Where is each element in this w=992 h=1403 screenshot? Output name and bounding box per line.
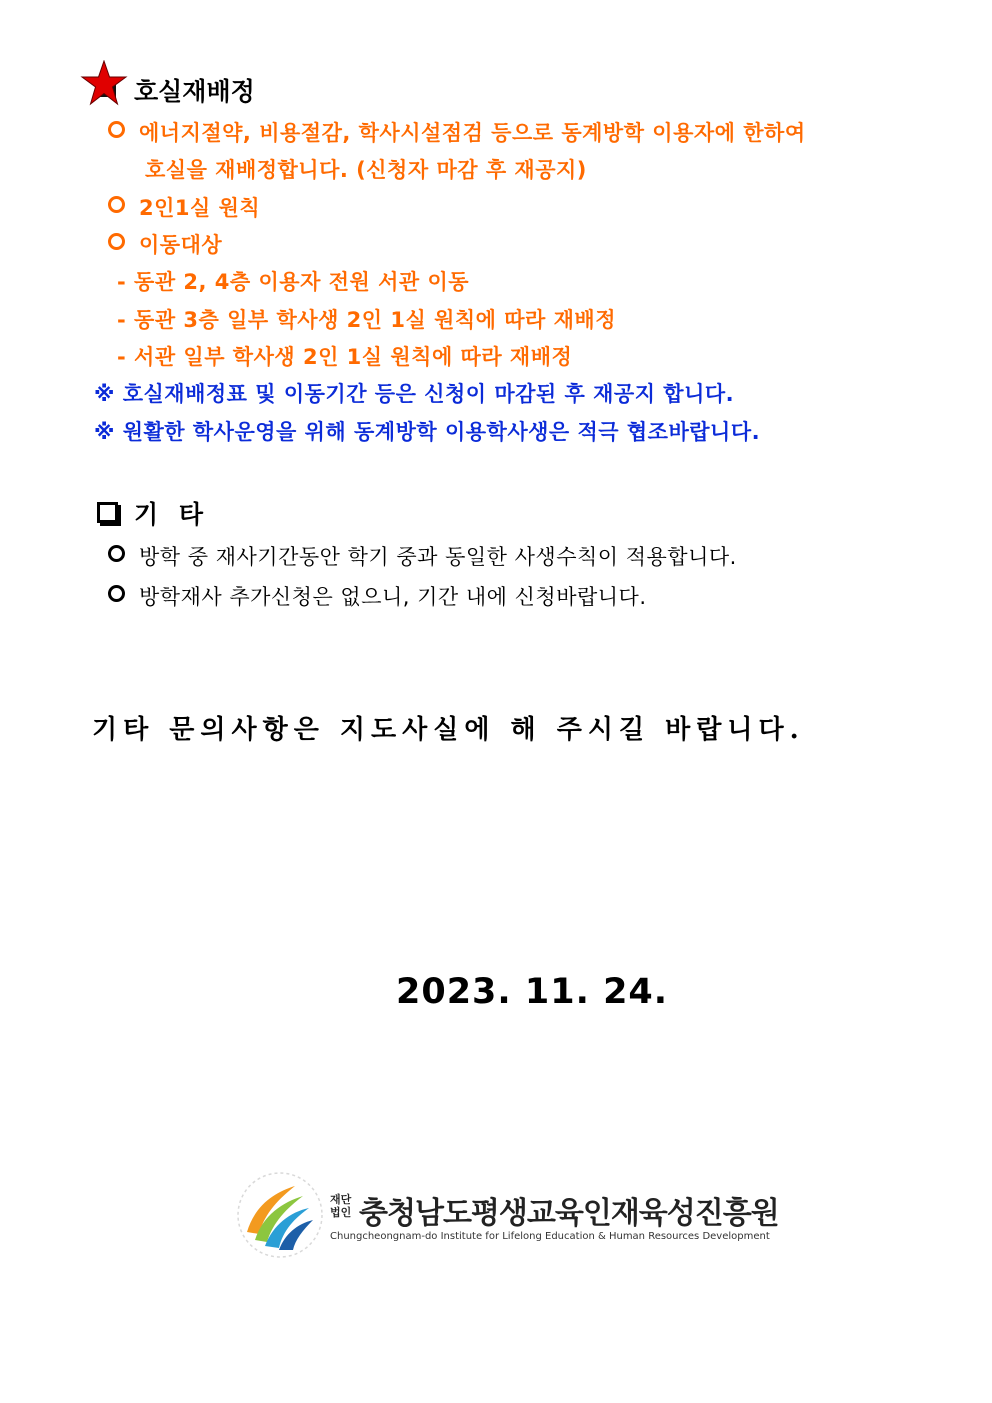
square-bullet-icon (97, 502, 118, 523)
circle-bullet-icon (108, 585, 125, 602)
dash-item: - 동관 2, 4층 이용자 전원 서관 이동 (117, 270, 470, 294)
section2-header (97, 495, 209, 531)
org-name: 충청남도평생교육인재육성진흥원 (359, 1196, 779, 1231)
list-item: 방학재사 추가신청은 없으니, 기간 내에 신청바랍니다. (108, 581, 647, 611)
list-item: 2인1실 원칙 (108, 192, 260, 222)
org-prefix: 재단 법인 (330, 1193, 352, 1219)
section1-title: 호실재배정 (134, 77, 255, 106)
list-item: 이동대상 (108, 229, 222, 259)
dash-item: - 동관 3층 일부 학사생 2인 1실 원칙에 따라 재배정 (117, 308, 616, 332)
circle-bullet-icon (108, 545, 125, 562)
circle-bullet-icon (108, 121, 125, 138)
list-item: 에너지절약, 비용절감, 학사시설점검 등으로 동계방학 이용자에 한하여 (108, 117, 806, 147)
org-english-name: Chungcheongnam-do Institute for Lifelong Education & Human Resources Development (330, 1231, 770, 1242)
circle-bullet-icon (108, 196, 125, 213)
dash-item: - 서관 일부 학사생 2인 1실 원칙에 따라 재배정 (117, 345, 573, 369)
organization-logo (235, 1170, 779, 1260)
notice-line: ※ 호실재배정표 및 이동기간 등은 신청이 마감된 후 재공지 합니다. (94, 382, 735, 406)
swirl-logo-icon (235, 1170, 325, 1260)
closing-note: 기타 문의사항은 지도사실에 해 주시길 바랍니다. (92, 715, 805, 745)
section2-title: 기 타 (134, 500, 210, 529)
document-date: 2023. 11. 24. (396, 972, 669, 1012)
list-item: 방학 중 재사기간동안 학기 중과 동일한 사생수칙이 적용합니다. (108, 541, 737, 571)
notice-line: ※ 원활한 학사운영을 위해 동계방학 이용학사생은 적극 협조바랍니다. (94, 420, 761, 444)
red-star-icon (80, 60, 128, 106)
circle-bullet-icon (108, 233, 125, 250)
list-item-continuation: 호실을 재배정합니다. (신청자 마감 후 재공지) (145, 158, 587, 182)
